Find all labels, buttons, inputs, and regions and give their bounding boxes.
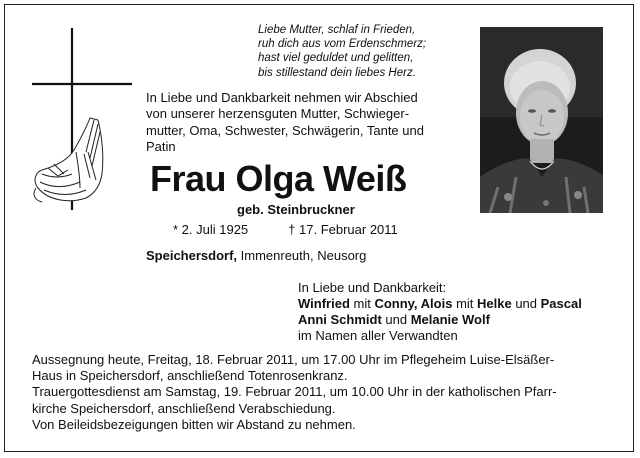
mourners-line	[298, 312, 628, 328]
mourner-name: Winfried	[298, 296, 350, 311]
service-line: Trauergottesdienst am Samstag, 19. Februar 2011, um 10.00 Uhr in der katholischen Pfarr-	[32, 384, 557, 400]
connector: mit	[349, 296, 375, 311]
connector: und	[511, 296, 541, 311]
cross-and-hands	[28, 28, 138, 218]
intro-line: mutter, Oma, Schwester, Schwägerin, Tante und	[146, 122, 424, 138]
place-rest: Immenreuth, Neusorg	[237, 248, 367, 263]
mourner-name: Helke	[477, 296, 512, 311]
mourners-line	[298, 296, 628, 312]
mourners	[298, 280, 628, 344]
portrait-photo	[480, 27, 603, 213]
deceased-name: Frau Olga Weiß	[150, 158, 407, 199]
connector: mit	[452, 296, 478, 311]
mourners-closing: im Namen aller Verwandten	[298, 328, 458, 343]
mourner-name: Melanie Wolf	[410, 312, 490, 327]
poem-line: hast viel geduldet und gelitten,	[258, 52, 414, 65]
intro-line: von unserer herzensguten Mutter, Schwieger-	[146, 106, 410, 122]
poem-line: bis stillestand dein liebes Herz.	[258, 66, 416, 79]
mourners-intro: In Liebe und Dankbarkeit:	[298, 280, 447, 295]
birth-date: * 2. Juli 1925	[173, 222, 249, 237]
mourner-name: Conny, Alois	[374, 296, 453, 311]
mourner-name: Anni Schmidt	[298, 312, 382, 327]
poem-line: ruh dich aus vom Erdenschmerz;	[258, 38, 427, 51]
death-date: † 17. Februar 2011	[288, 222, 398, 237]
poem	[258, 23, 468, 80]
service-line: Von Beileidsbezeigungen bitten wir Abstand zu nehmen.	[32, 416, 356, 432]
service-info	[32, 352, 632, 433]
connector: und	[381, 312, 411, 327]
place-main: Speichersdorf,	[146, 248, 238, 263]
service-line: kirche Speichersdorf, anschließend Verabschiedung.	[32, 400, 336, 416]
life-dates	[173, 222, 398, 237]
birth-name: geb. Steinbruckner	[237, 202, 355, 217]
service-line: Aussegnung heute, Freitag, 18. Februar 2011, um 17.00 Uhr im Pflegeheim Luise-Elsäßer-	[32, 352, 555, 367]
intro-line: Patin	[146, 139, 176, 155]
service-line: Haus in Speichersdorf, anschließend Totenrosenkranz.	[32, 368, 348, 384]
mourner-name: Pascal	[540, 296, 582, 311]
places	[146, 248, 366, 263]
intro-text	[146, 90, 466, 156]
poem-line: Liebe Mutter, schlaf in Frieden,	[258, 24, 416, 36]
praying-hands-icon	[34, 118, 103, 202]
intro-line: In Liebe und Dankbarkeit nehmen wir Abschied	[146, 90, 418, 105]
